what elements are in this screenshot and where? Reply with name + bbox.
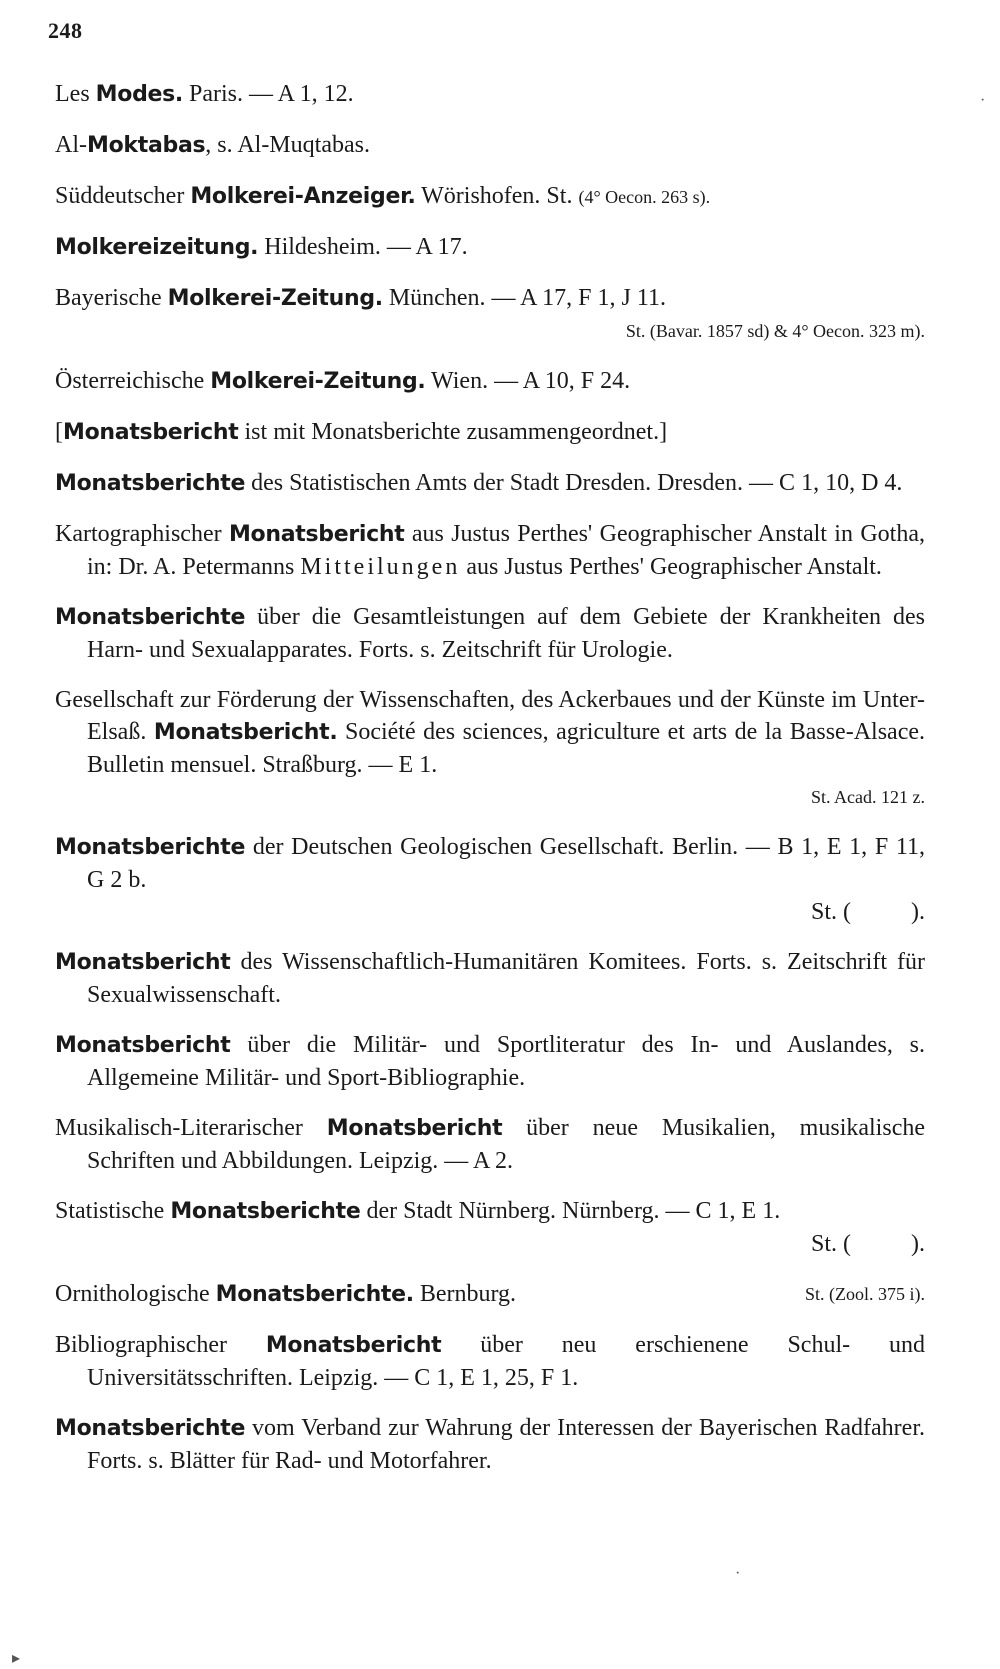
entry-shelfmark: St. ( ).	[811, 1231, 925, 1257]
entry-text: Hildesheim. — A 17.	[258, 234, 468, 260]
scan-speck-dot: ·	[735, 1565, 741, 1582]
entry-shelfmark: St. (Bavar. 1857 sd) & 4° Oecon. 323 m).	[625, 321, 925, 341]
entry-text: über neu erschienene Schul- und Universitätsschriften. Leipzig. — C 1, E 1, 25, F 1.	[87, 1332, 925, 1391]
entry-keyword: Monatsbericht.	[153, 720, 338, 745]
entry-al-moktabas	[55, 129, 925, 162]
entry-keyword: Modes.	[95, 82, 183, 107]
entry-monatsberichte-urologie	[55, 601, 925, 666]
entry-text: Société des sciences, agriculture et arts de la Basse-Alsace. Bulletin mensuel. Straßburg. — E 1.	[87, 719, 925, 778]
entry-text: aus Justus Perthes' Geographischer Anstalt in Gotha, in: Dr. A. Petermanns	[87, 521, 925, 580]
entry-prefix: Ornithologische	[55, 1281, 216, 1307]
entry-kartographischer-monatsbericht	[55, 518, 925, 583]
page-number: 248	[48, 18, 83, 43]
entry-monatsberichte-radfahrer	[55, 1412, 925, 1477]
entry-text: des Wissenschaftlich-Humanitären Komitees. Forts. s. Zeitschrift für Sexualwissenschaft.	[87, 949, 925, 1008]
entry-keyword: Monatsbericht	[63, 420, 239, 445]
entry-molkerei-anzeiger	[55, 180, 925, 213]
entry-monatsbericht-militaer	[55, 1029, 925, 1094]
scan-speck-dot: ·	[980, 92, 986, 109]
entry-text: Wörishofen. St.	[415, 183, 579, 209]
entry-keyword: Monatsbericht	[326, 1116, 503, 1141]
entry-keyword: Monatsberichte	[55, 1416, 246, 1441]
entry-prefix: Bibliographischer	[55, 1332, 266, 1358]
entry-text: über die Gesamtleistungen auf dem Gebiete der Krankheiten des Harn- und Sexualapparates. Forts. s. Zeitschrift für Urologie.	[87, 604, 925, 663]
entry-keyword: Monatsberichte.	[215, 1282, 414, 1307]
entry-text: Bernburg.	[413, 1281, 517, 1307]
entry-keyword: Molkerei-Zeitung.	[167, 286, 383, 311]
entry-shelfmark: St. ( ).	[811, 899, 925, 925]
entry-keyword: Monatsbericht	[228, 522, 405, 547]
entry-shelfmark: St. Acad. 121 z.	[811, 787, 925, 807]
entry-musikalisch-literarischer	[55, 1112, 925, 1177]
entry-shelfmark: St. (Zool. 375 i).	[805, 1284, 925, 1304]
entry-prefix: Musikalisch-Literarischer	[55, 1115, 327, 1141]
entry-text: über neue Musikalien, musikalische Schriften und Abbildungen. Leipzig. — A 2.	[87, 1115, 925, 1174]
entry-keyword: Moktabas	[87, 133, 206, 158]
scan-speck-arrow: ▸	[12, 1650, 21, 1667]
entry-statistische-nuernberg	[55, 1195, 925, 1260]
entry-monatsberichte-geologie	[55, 831, 925, 928]
entry-oesterreichische-molkerei-zeitung	[55, 365, 925, 398]
entry-keyword: Monatsbericht	[55, 950, 231, 975]
entry-prefix: Les	[55, 81, 96, 107]
entry-ornithologische	[55, 1278, 925, 1311]
entry-monatsberichte-dresden	[55, 467, 925, 500]
entry-text: des Statistischen Amts der Stadt Dresden. Dresden. — C 1, 10, D 4.	[245, 470, 903, 496]
entry-text: der Deutschen Geologischen Gesellschaft. Berlin. — B 1, E 1, F 11, G 2 b.	[87, 834, 925, 893]
entry-prefix: Bayerische	[55, 285, 168, 311]
entry-text: ist mit Monatsberichte zusammengeordnet.]	[238, 419, 668, 445]
entry-shelfmark: (4° Oecon. 263 s).	[578, 187, 711, 207]
entry-keyword: Molkerei-Zeitung.	[210, 369, 426, 394]
entry-text: vom Verband zur Wahrung der Interessen der Bayerischen Radfahrer. Forts. s. Blätter für Rad- und Motorfahrer.	[87, 1415, 925, 1474]
entry-prefix: Statistische	[55, 1198, 171, 1224]
entry-keyword: Monatsberichte	[55, 605, 246, 630]
entry-prefix: Süddeutscher	[55, 183, 191, 209]
entry-keyword: Monatsbericht	[55, 1033, 231, 1058]
entry-prefix: Kartographischer	[55, 521, 229, 547]
entry-text: Paris. — A 1, 12.	[182, 81, 354, 107]
entry-monatsbericht-komitee	[55, 946, 925, 1011]
entry-spaced-title: Mitteilungen	[300, 554, 461, 580]
entry-text: der Stadt Nürnberg. Nürnberg. — C 1, E 1.	[360, 1198, 781, 1224]
entry-molkereizeitung	[55, 231, 925, 264]
entry-list	[55, 78, 925, 1495]
entry-keyword: Monatsbericht	[265, 1333, 442, 1358]
entry-text: Wien. — A 10, F 24.	[425, 368, 631, 394]
entry-keyword: Molkerei-Anzeiger.	[190, 184, 416, 209]
entry-text: über die Militär- und Sportliteratur des In- und Auslandes, s. Allgemeine Militär- und Sport-Bibliographie.	[87, 1032, 925, 1091]
entry-text-continued: aus Justus Perthes' Geographischer Anstalt.	[460, 554, 882, 580]
entry-prefix: Österreichische	[55, 368, 211, 394]
entry-les-modes	[55, 78, 925, 111]
entry-bayerische-molkerei-zeitung	[55, 282, 925, 347]
entry-bibliographischer	[55, 1329, 925, 1394]
entry-text: München. — A 17, F 1, J 11.	[382, 285, 666, 311]
entry-keyword: Monatsberichte	[170, 1199, 361, 1224]
entry-prefix: [	[55, 419, 63, 445]
entry-prefix: Al-	[55, 132, 87, 158]
entry-prefix: Gesellschaft zur Förderung der Wissenschaften, des Ackerbaues und der Künste im Unter-Elsaß.	[55, 687, 925, 745]
entry-keyword: Molkereizeitung.	[55, 235, 259, 260]
entry-gesellschaft-elsass	[55, 684, 925, 813]
entry-text: , s. Al-Muqtabas.	[205, 132, 370, 158]
entry-keyword: Monatsberichte	[55, 835, 246, 860]
entry-monatsbericht-note	[55, 416, 925, 449]
entry-keyword: Monatsberichte	[55, 471, 246, 496]
